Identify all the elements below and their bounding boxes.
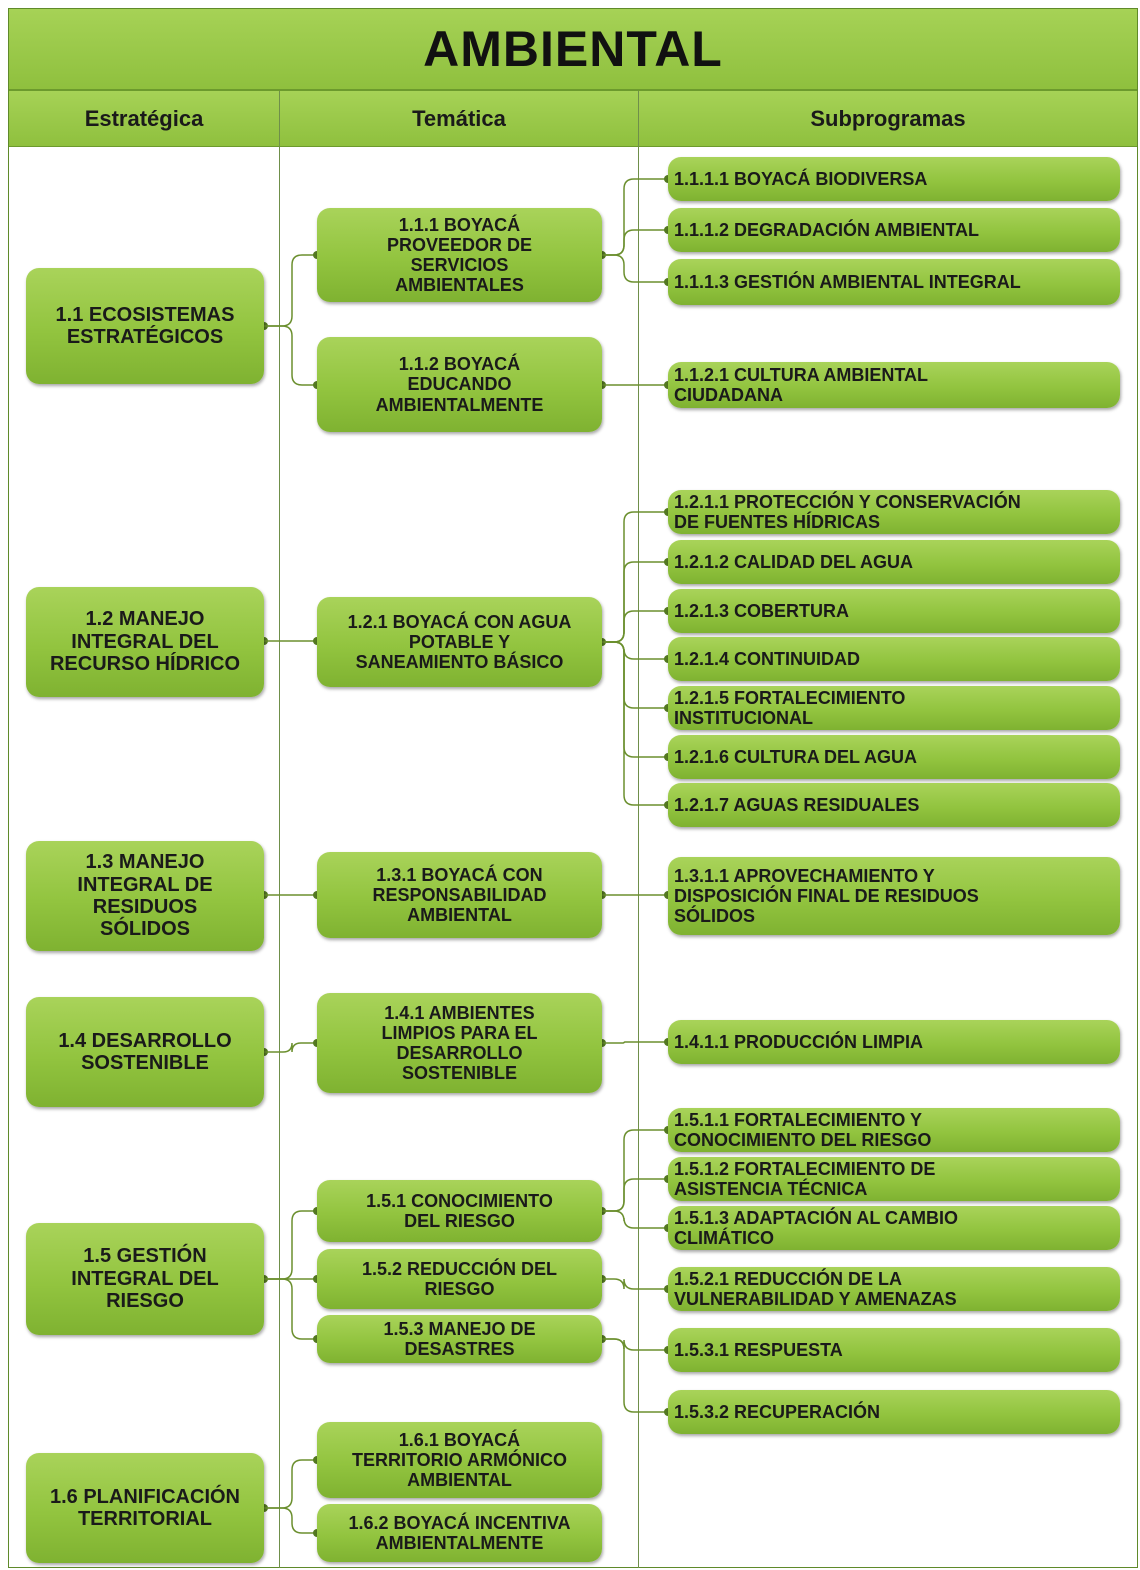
connector-line <box>264 326 317 385</box>
node-subprograma: 1.2.1.3 COBERTURA <box>668 589 1120 633</box>
node-tematica: 1.5.2 REDUCCIÓN DEL RIESGO <box>317 1249 602 1309</box>
node-subprograma: 1.2.1.5 FORTALECIMIENTO INSTITUCIONAL <box>668 686 1120 730</box>
node-estrategica: 1.5 GESTIÓN INTEGRAL DEL RIESGO <box>26 1223 264 1335</box>
node-subprograma: 1.1.1.2 DEGRADACIÓN AMBIENTAL <box>668 208 1120 252</box>
connector-line <box>602 230 668 255</box>
connector-line <box>602 642 668 708</box>
node-subprograma: 1.2.1.1 PROTECCIÓN Y CONSERVACIÓN DE FUENTES HÍDRICAS <box>668 490 1120 534</box>
node-estrategica: 1.3 MANEJO INTEGRAL DE RESIDUOS SÓLIDOS <box>26 841 264 951</box>
connector-line <box>264 1211 317 1279</box>
connector-line <box>264 1279 317 1339</box>
node-tematica: 1.6.1 BOYACÁ TERRITORIO ARMÓNICO AMBIENTAL <box>317 1422 602 1498</box>
node-subprograma: 1.1.1.3 GESTIÓN AMBIENTAL INTEGRAL <box>668 259 1120 305</box>
node-tematica: 1.3.1 BOYACÁ CON RESPONSABILIDAD AMBIENTAL <box>317 852 602 938</box>
node-estrategica: 1.6 PLANIFICACIÓN TERRITORIAL <box>26 1453 264 1563</box>
connector-line <box>602 642 668 805</box>
connector-line <box>264 255 317 326</box>
diagram-title: AMBIENTAL <box>423 21 723 77</box>
connector-line <box>602 1211 668 1228</box>
connector-line <box>602 179 668 255</box>
connector-line <box>602 1130 668 1211</box>
node-subprograma: 1.2.1.2 CALIDAD DEL AGUA <box>668 540 1120 584</box>
node-subprograma: 1.2.1.6 CULTURA DEL AGUA <box>668 735 1120 779</box>
node-subprograma: 1.5.1.1 FORTALECIMIENTO Y CONOCIMIENTO DEL RIESGO <box>668 1108 1120 1152</box>
node-subprograma: 1.2.1.7 AGUAS RESIDUALES <box>668 783 1120 827</box>
connector-line <box>602 512 668 642</box>
header-tematica: Temática <box>280 91 638 147</box>
node-subprograma: 1.5.2.1 REDUCCIÓN DE LA VULNERABILIDAD Y AMENAZAS <box>668 1267 1120 1311</box>
connector-line <box>602 1339 668 1350</box>
node-subprograma: 1.2.1.4 CONTINUIDAD <box>668 637 1120 681</box>
connector-line <box>264 1460 317 1508</box>
node-estrategica: 1.1 ECOSISTEMAS ESTRATÉGICOS <box>26 268 264 384</box>
node-tematica: 1.1.1 BOYACÁ PROVEEDOR DE SERVICIOS AMBIENTALES <box>317 208 602 302</box>
connector-line <box>602 642 668 659</box>
node-tematica: 1.6.2 BOYACÁ INCENTIVA AMBIENTALMENTE <box>317 1504 602 1562</box>
node-subprograma: 1.5.3.2 RECUPERACIÓN <box>668 1390 1120 1434</box>
connector-line <box>602 611 668 642</box>
node-subprograma: 1.4.1.1 PRODUCCIÓN LIMPIA <box>668 1020 1120 1064</box>
node-tematica: 1.2.1 BOYACÁ CON AGUA POTABLE Y SANEAMIENTO BÁSICO <box>317 597 602 687</box>
node-subprograma: 1.3.1.1 APROVECHAMIENTO Y DISPOSICIÓN FINAL DE RESIDUOS SÓLIDOS <box>668 857 1120 935</box>
node-subprograma: 1.5.3.1 RESPUESTA <box>668 1328 1120 1372</box>
node-subprograma: 1.1.1.1 BOYACÁ BIODIVERSA <box>668 157 1120 201</box>
node-tematica: 1.4.1 AMBIENTES LIMPIOS PARA EL DESARROLLO SOSTENIBLE <box>317 993 602 1093</box>
connector-line <box>602 1042 668 1043</box>
connector-line <box>602 562 668 642</box>
node-subprograma: 1.1.2.1 CULTURA AMBIENTAL CIUDADANA <box>668 362 1120 408</box>
connector-line <box>602 1279 668 1289</box>
node-subprograma: 1.5.1.3 ADAPTACIÓN AL CAMBIO CLIMÁTICO <box>668 1206 1120 1250</box>
connector-line <box>264 1508 317 1533</box>
connector-line <box>602 1179 668 1211</box>
node-tematica: 1.1.2 BOYACÁ EDUCANDO AMBIENTALMENTE <box>317 337 602 432</box>
node-estrategica: 1.2 MANEJO INTEGRAL DEL RECURSO HÍDRICO <box>26 587 264 697</box>
header-subprogramas: Subprogramas <box>639 91 1137 147</box>
header-estrategica: Estratégica <box>9 91 279 147</box>
connector-line <box>602 255 668 282</box>
node-tematica: 1.5.3 MANEJO DE DESASTRES <box>317 1315 602 1363</box>
node-subprograma: 1.5.1.2 FORTALECIMIENTO DE ASISTENCIA TÉCNICA <box>668 1157 1120 1201</box>
node-tematica: 1.5.1 CONOCIMIENTO DEL RIESGO <box>317 1180 602 1242</box>
node-estrategica: 1.4 DESARROLLO SOSTENIBLE <box>26 997 264 1107</box>
connector-line <box>264 1043 317 1052</box>
